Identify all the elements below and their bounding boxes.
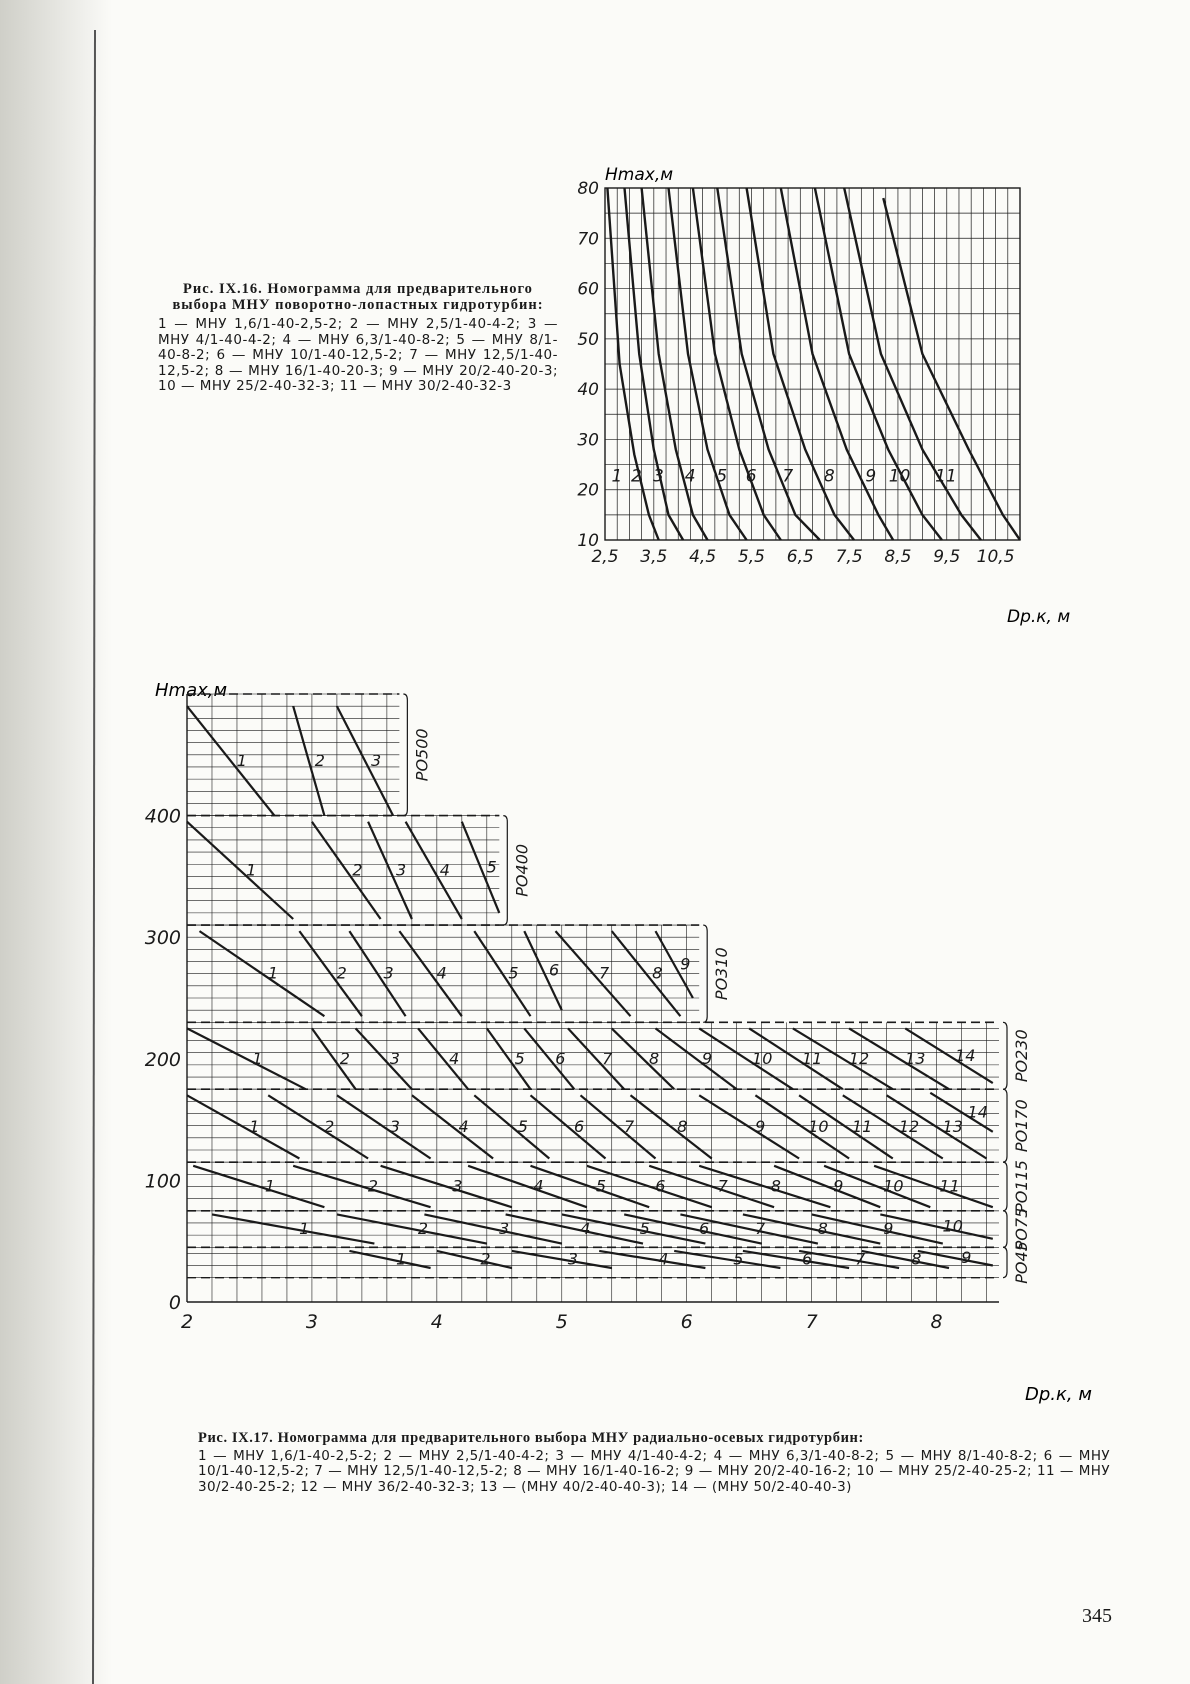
x-axis-label: Dр.к, м [1025,1384,1092,1405]
figure-16-title: Рис. IX.16. Номограмма для предварительного выбора МНУ поворотно-лопастных гидротурбин: [172,281,544,313]
x-tick-label: 8,5 [884,547,912,567]
zone-label: РО75 [1012,1207,1031,1251]
series-label-10: 10 [808,1116,829,1136]
series-line-3 [337,1095,431,1158]
series-label-9: 9 [961,1248,972,1268]
zone-label: РО400 [512,843,532,897]
series-label-8: 8 [823,466,835,487]
series-label-8: 8 [648,1048,660,1068]
series-line-1 [212,1214,374,1243]
series-label-3: 3 [383,963,394,983]
series-label-13: 13 [942,1116,963,1136]
series-label-5: 5 [486,857,497,877]
y-tick-label: 0 [168,1292,181,1314]
x-tick-label: 5 [555,1311,568,1333]
y-tick-label: 40 [577,380,599,401]
figure-17-title: Рис. IX.17. Номограмма для предварительного выбора МНУ радиально-осевых гидротурбин: [198,1430,864,1446]
series-line-10 [755,1095,849,1158]
series-label-1: 1 [396,1249,407,1269]
series-label-4: 4 [533,1176,544,1196]
series-label-4: 4 [439,860,450,880]
series-label-11: 11 [935,466,957,487]
series-label-7: 7 [755,1219,766,1239]
series-label-11: 11 [851,1116,873,1136]
chart-fig-17 [145,676,1105,1416]
series-label-1: 1 [252,1048,263,1068]
series-line-1 [187,822,293,919]
series-line-4 [506,1214,643,1243]
x-tick-label: 10,5 [976,547,1015,567]
series-label-1: 1 [611,466,623,487]
series-line-7 [568,1028,624,1089]
series-line-2 [312,822,381,919]
series-label-11: 11 [939,1176,960,1196]
series-label-6: 6 [745,466,757,487]
y-tick-label: 100 [144,1170,181,1193]
series-label-6: 6 [555,1048,566,1068]
series-label-5: 5 [733,1249,744,1269]
series-label-12: 12 [898,1116,920,1136]
series-label-3: 3 [452,1176,463,1196]
zone-label: РО500 [412,728,432,782]
y-tick-label: 50 [577,329,599,350]
y-tick-label: 80 [577,179,599,199]
y-tick-label: 30 [577,430,599,451]
series-label-7: 7 [717,1176,728,1196]
series-label-9: 9 [865,466,877,487]
x-tick-label: 5,5 [737,547,765,567]
series-line-4 [418,1028,468,1089]
series-label-8: 8 [911,1249,922,1269]
series-label-3: 3 [499,1219,510,1239]
series-label-1: 1 [246,860,257,880]
series-label-2: 2 [314,750,325,770]
series-label-3: 3 [389,1048,400,1068]
x-tick-label: 2 [180,1311,194,1333]
series-label-1: 1 [236,750,247,770]
series-label-7: 7 [623,1116,635,1136]
series-label-11: 11 [802,1048,823,1068]
y-axis-label: Hmax,м [605,165,674,185]
x-tick-label: 3 [305,1311,318,1333]
x-tick-label: 2,5 [591,547,619,567]
plot-area [145,694,1031,1333]
series-line-9 [812,1214,943,1243]
zone-bracket [1003,1089,1007,1162]
series-line-3 [356,1028,412,1089]
series-label-9: 9 [680,954,691,974]
series-label-14: 14 [955,1045,976,1065]
series-label-8: 8 [817,1219,828,1239]
x-tick-label: 4,5 [689,547,717,567]
series-label-5: 5 [639,1219,650,1239]
series-label-10: 10 [883,1176,904,1196]
series-label-9: 9 [755,1116,766,1136]
x-tick-label: 7,5 [835,547,863,567]
figure-16-caption [158,282,558,395]
zone-label: РО115 [1012,1160,1031,1213]
zone-label: РО170 [1012,1099,1031,1153]
y-tick-label: 70 [577,229,599,250]
series-line-6 [531,1095,606,1158]
series-label-3: 3 [652,466,664,487]
series-label-6: 6 [802,1249,813,1269]
figure-16-legend: 1 — МНУ 1,6/1-40-2,5-2; 2 — МНУ 2,5/1-40-4-2; 3 — МНУ 4/1-40-4-2; 4 — МНУ 6,3/1-40-8-2; 5 — МНУ 8/1-40-8-2; 6 — МНУ 10/1-40-12,5-2; 7 — МНУ 12,5/1-40-12,5-2; 8 — МНУ 16/1-40-20-3; 9 — МНУ 20/2-40-20-3; 10 — МНУ 25/2-40-32-3; 11 — МНУ 30/2-40-32-3 [158,316,558,394]
zone-bracket [503,816,507,925]
zone-bracket [1003,1162,1007,1211]
zone-bracket [1003,1247,1007,1277]
chart-fig-16 [577,160,1115,660]
series-label-8: 8 [652,963,663,983]
series-label-1: 1 [249,1116,260,1136]
series-label-7: 7 [782,466,794,487]
series-label-2: 2 [630,466,642,487]
series-label-4: 4 [580,1219,591,1239]
series-label-14: 14 [967,1102,988,1122]
series-line-3 [337,706,393,815]
series-label-7: 7 [599,963,610,983]
series-label-1: 1 [299,1219,310,1239]
series-label-7: 7 [602,1048,613,1068]
series-line-11 [883,198,1020,540]
series-label-4: 4 [684,466,696,487]
zone-label: РО230 [1012,1029,1031,1083]
series-label-2: 2 [480,1249,491,1269]
x-tick-label: 8 [930,1311,943,1333]
x-tick-label: 6 [680,1311,693,1333]
y-tick-label: 300 [144,927,181,950]
series-label-1: 1 [264,1176,276,1196]
series-label-4: 4 [436,963,447,983]
series-line-4 [406,822,462,919]
series-label-2: 2 [367,1176,379,1196]
series-label-2: 2 [352,860,363,880]
series-label-5: 5 [595,1176,607,1196]
zone-bracket [1003,1211,1007,1247]
series-line-8 [612,1028,675,1089]
x-tick-label: 7 [805,1311,818,1333]
series-line-3 [424,1214,561,1243]
series-label-5: 5 [716,466,728,487]
x-tick-label: 9,5 [933,547,961,567]
series-label-10: 10 [888,466,911,487]
series-label-3: 3 [396,860,407,880]
series-line-9 [656,1028,737,1089]
zone-bracket [1003,1022,1007,1089]
series-line-6 [524,1028,574,1089]
series-label-12: 12 [848,1048,870,1068]
y-tick-label: 10 [577,531,599,551]
series-label-10: 10 [942,1216,963,1236]
series-label-3: 3 [389,1116,400,1136]
x-tick-label: 4 [430,1311,443,1333]
figure-17-caption [198,1431,1110,1495]
series-label-3: 3 [567,1249,578,1269]
series-label-2: 2 [336,963,347,983]
x-tick-label: 3,5 [640,547,668,567]
zone-label: РО310 [712,947,732,1001]
zone-label: РО45 [1012,1241,1031,1284]
series-label-9: 9 [833,1176,844,1196]
y-tick-label: 200 [144,1048,181,1071]
y-tick-label: 20 [577,480,599,501]
series-label-2: 2 [417,1219,429,1239]
x-axis-label: Dр.к, м [1007,607,1071,627]
series-line-4 [412,1095,493,1158]
series-label-5: 5 [514,1048,525,1068]
series-label-9: 9 [883,1219,894,1239]
book-spine-shadow [0,0,112,1684]
series-label-1: 1 [267,963,279,983]
zone-bracket [403,694,407,816]
series-label-13: 13 [905,1048,926,1068]
series-label-6: 6 [549,960,560,980]
series-label-9: 9 [702,1048,713,1068]
y-tick-label: 400 [144,805,181,828]
series-label-4: 4 [458,1116,469,1136]
series-line-10 [699,1028,793,1089]
series-label-3: 3 [371,750,382,770]
series-label-5: 5 [508,963,519,983]
series-label-8: 8 [770,1176,781,1196]
series-label-7: 7 [855,1249,866,1269]
series-label-6: 6 [655,1176,666,1196]
y-tick-label: 60 [577,279,599,300]
series-line-1 [187,1028,306,1089]
series-label-2: 2 [339,1048,350,1068]
zone-bracket [703,925,707,1022]
plot-area [577,179,1020,567]
series-label-5: 5 [517,1116,528,1136]
series-line-1 [187,706,274,815]
series-label-6: 6 [698,1219,710,1239]
y-axis-label: Hmax,м [155,680,228,701]
series-label-4: 4 [658,1249,669,1269]
page-number: 345 [1082,1605,1112,1627]
series-label-2: 2 [324,1116,335,1136]
series-label-8: 8 [677,1116,688,1136]
figure-17-legend: 1 — МНУ 1,6/1-40-2,5-2; 2 — МНУ 2,5/1-40-4-2; 3 — МНУ 4/1-40-4-2; 4 — МНУ 6,3/1-40-8-2; 5 — МНУ 8/1-40-8-2; 6 — МНУ 10/1-40-12,5-2; 7 — МНУ 12,5/1-40-12,5-2; 8 — МНУ 16/1-40-16-2; 9 — МНУ 20/2-40-16-2; 10 — МНУ 25/2-40-25-2; 11 — МНУ 30/2-40-25-2; 12 — МНУ 36/2-40-32-3; 13 — (МНУ 40/2-40-40-3); 14 — (МНУ 50/2-40-40-3) [198,1447,1110,1495]
x-tick-label: 6,5 [786,547,814,567]
series-label-10: 10 [752,1048,773,1068]
series-line-9 [699,1095,799,1158]
series-label-4: 4 [449,1048,460,1068]
series-label-6: 6 [574,1116,585,1136]
